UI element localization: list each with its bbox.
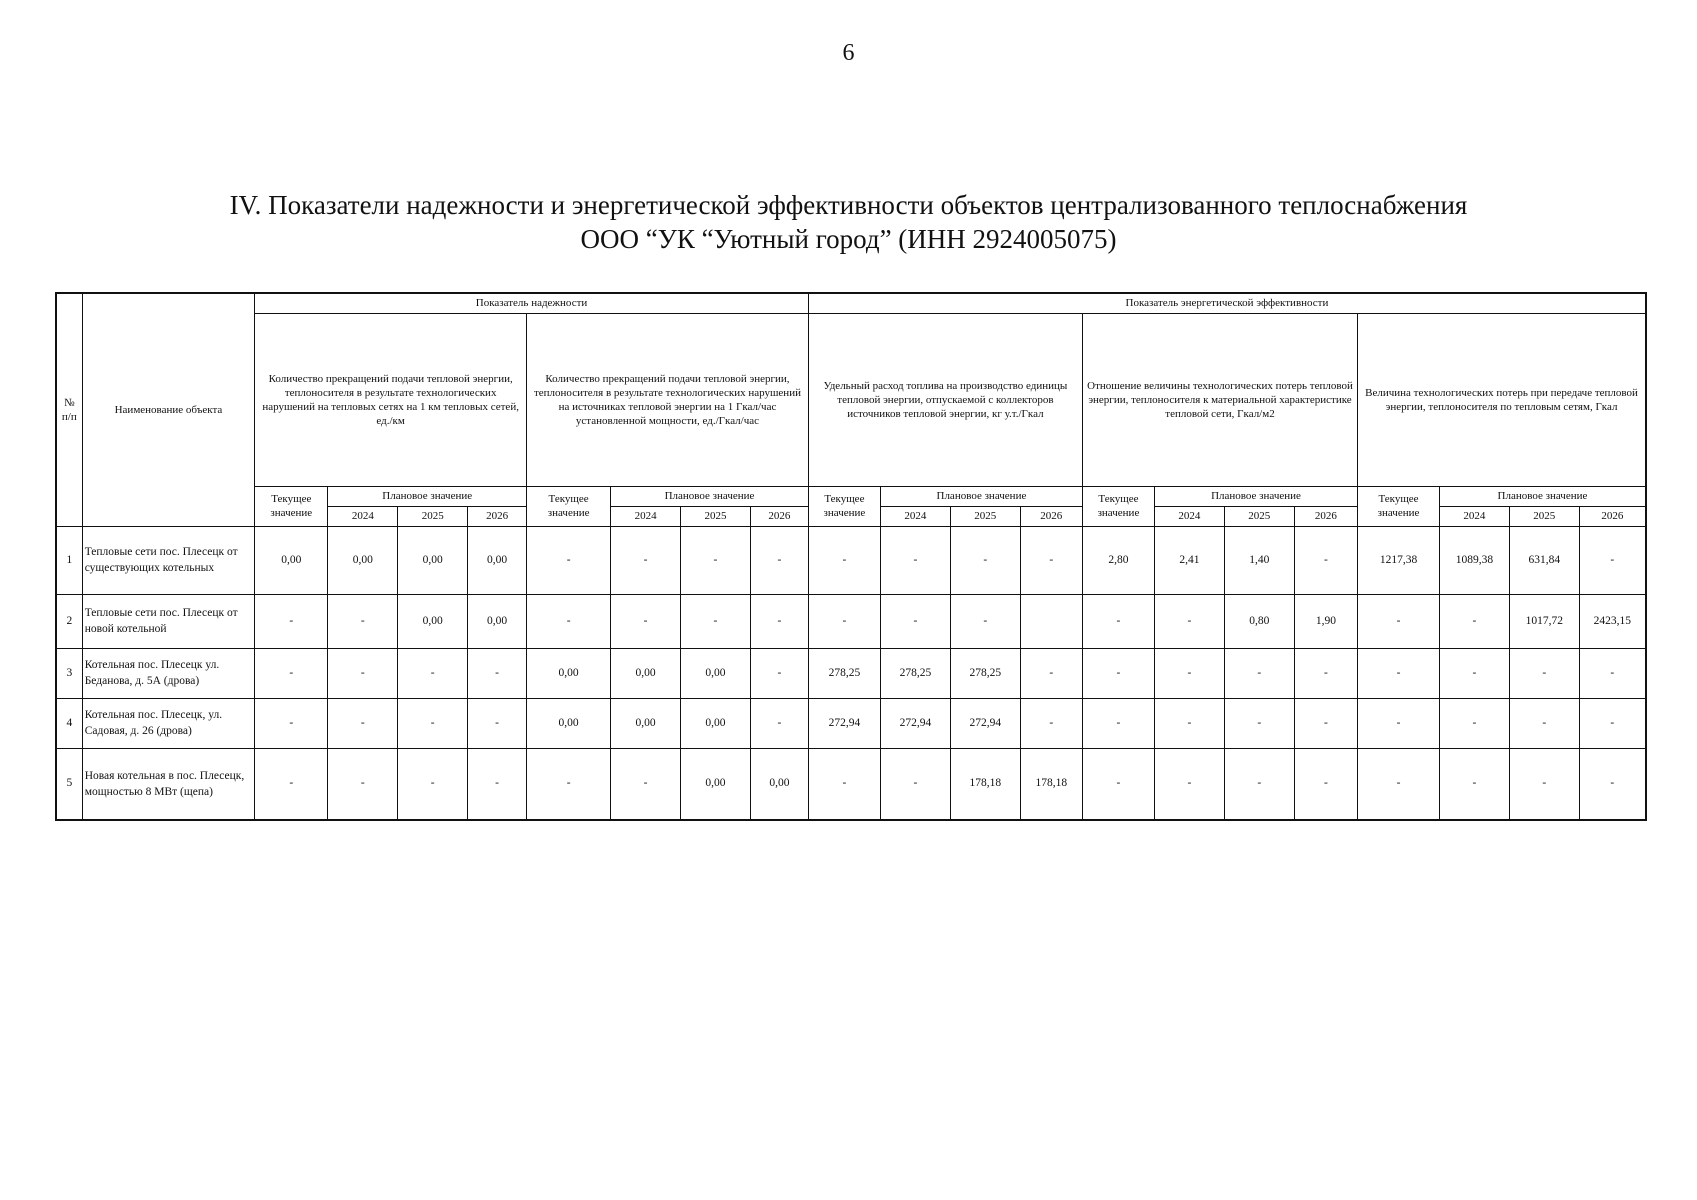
value-cell: - [468,698,527,748]
value-cell: - [1579,648,1646,698]
value-cell: - [1294,648,1357,698]
value-cell: - [681,526,751,594]
year-header: 2025 [681,506,751,526]
year-header: 2026 [1294,506,1357,526]
value-cell: - [398,698,468,748]
year-header: 2024 [611,506,681,526]
planned-value-header: Плановое значение [611,486,809,506]
indicator-header: Удельный расход топлива на производство единицы тепловой энергии, отпускаемой с коллекторов источников тепловой энергии, кг у.т./Гкал [808,313,1082,486]
value-cell: 0,00 [611,698,681,748]
value-cell: - [1579,698,1646,748]
year-header: 2025 [398,506,468,526]
group-header-reliability: Показатель надежности [255,293,809,313]
value-cell: - [750,594,808,648]
value-cell: 278,25 [880,648,950,698]
value-cell: - [1294,526,1357,594]
year-header: 2026 [1020,506,1082,526]
value-cell: 1,40 [1224,526,1294,594]
object-name: Тепловые сети пос. Плесецк от новой котельной [82,594,255,648]
value-cell: - [750,648,808,698]
row-number: 2 [56,594,82,648]
value-cell: 0,00 [328,526,398,594]
current-value-header: Текущее значение [1358,486,1440,526]
value-cell: - [1020,698,1082,748]
value-cell: - [1154,698,1224,748]
year-header: 2025 [1509,506,1579,526]
value-cell: - [255,594,328,648]
value-cell [1020,594,1082,648]
value-cell: 1017,72 [1509,594,1579,648]
planned-value-header: Плановое значение [1154,486,1357,506]
value-cell: - [398,748,468,820]
year-header: 2026 [1579,506,1646,526]
value-cell: - [1579,526,1646,594]
value-cell: - [328,648,398,698]
value-cell: - [1439,648,1509,698]
value-cell: - [255,748,328,820]
value-cell: - [468,648,527,698]
value-cell: - [1020,648,1082,698]
value-cell: 0,80 [1224,594,1294,648]
value-cell: - [1358,698,1440,748]
value-cell: - [1358,748,1440,820]
value-cell: - [880,594,950,648]
row-number: 4 [56,698,82,748]
indicator-header: Количество прекращений подачи тепловой энергии, теплоносителя в результате технологических нарушений на тепловых сетях на 1 км тепловых сетей, ед./км [255,313,527,486]
value-cell: - [1579,748,1646,820]
value-cell: - [328,748,398,820]
value-cell: - [1154,648,1224,698]
table-row [56,594,1646,648]
value-cell: - [880,526,950,594]
object-name: Котельная пос. Плесецк, ул. Садовая, д. 26 (дрова) [82,698,255,748]
value-cell: - [1224,748,1294,820]
year-header: 2026 [468,506,527,526]
value-cell: 0,00 [681,748,751,820]
value-cell: 278,25 [808,648,880,698]
current-value-header: Текущее значение [527,486,611,526]
object-name: Новая котельная в пос. Плесецк, мощностью 8 МВт (щепа) [82,748,255,820]
value-cell: 2423,15 [1579,594,1646,648]
indicator-header: Величина технологических потерь при передаче тепловой энергии, теплоносителя по тепловым сетям, Гкал [1358,313,1646,486]
value-cell: - [527,748,611,820]
table-row [56,526,1646,594]
year-header: 2024 [328,506,398,526]
value-cell: - [468,748,527,820]
value-cell: - [1509,648,1579,698]
value-cell: - [1082,594,1154,648]
year-header: 2025 [1224,506,1294,526]
value-cell: 272,94 [808,698,880,748]
value-cell: 0,00 [468,526,527,594]
table-row [56,748,1646,820]
planned-value-header: Плановое значение [328,486,527,506]
value-cell: 278,25 [950,648,1020,698]
value-cell: 178,18 [950,748,1020,820]
value-cell: - [527,526,611,594]
value-cell: - [611,526,681,594]
value-cell: 631,84 [1509,526,1579,594]
row-number: 3 [56,648,82,698]
value-cell: - [1154,748,1224,820]
group-header-efficiency: Показатель энергетической эффективности [808,293,1646,313]
value-cell: 1089,38 [1439,526,1509,594]
value-cell: 0,00 [255,526,328,594]
planned-value-header: Плановое значение [1439,486,1646,506]
value-cell: 0,00 [750,748,808,820]
value-cell: - [527,594,611,648]
value-cell: 272,94 [950,698,1020,748]
title-line-1: IV. Показатели надежности и энергетической эффективности объектов централизованного теплоснабжения [229,190,1468,220]
value-cell: - [750,526,808,594]
document-title [0,188,1697,256]
value-cell: - [1439,748,1509,820]
header-number: № п/п [56,293,82,526]
value-cell: - [255,698,328,748]
value-cell: - [1224,648,1294,698]
header-object-name: Наименование объекта [82,293,255,526]
value-cell: 178,18 [1020,748,1082,820]
value-cell: 1,90 [1294,594,1357,648]
value-cell: - [808,594,880,648]
value-cell: - [1082,698,1154,748]
object-name: Тепловые сети пос. Плесецк от существующих котельных [82,526,255,594]
value-cell: - [1082,748,1154,820]
value-cell: - [1294,748,1357,820]
value-cell: - [1082,648,1154,698]
value-cell: 0,00 [527,648,611,698]
value-cell: - [808,526,880,594]
value-cell: 272,94 [880,698,950,748]
value-cell: - [611,748,681,820]
planned-value-header: Плановое значение [880,486,1082,506]
indicators-table [55,292,1647,821]
value-cell: 0,00 [681,648,751,698]
value-cell: - [1294,698,1357,748]
value-cell: - [750,698,808,748]
value-cell: 0,00 [398,526,468,594]
value-cell: - [1439,698,1509,748]
year-header: 2024 [880,506,950,526]
row-number: 1 [56,526,82,594]
table-row [56,698,1646,748]
value-cell: 2,41 [1154,526,1224,594]
value-cell: - [1020,526,1082,594]
title-line-2: ООО “УК “Уютный город” (ИНН 2924005075) [580,224,1117,254]
table-body [56,526,1646,820]
row-number: 5 [56,748,82,820]
value-cell: - [1509,698,1579,748]
value-cell: - [1224,698,1294,748]
value-cell: - [1358,594,1440,648]
value-cell: - [255,648,328,698]
value-cell: - [880,748,950,820]
value-cell: 2,80 [1082,526,1154,594]
current-value-header: Текущее значение [808,486,880,526]
value-cell: 0,00 [468,594,527,648]
value-cell: - [950,526,1020,594]
page-number: 6 [842,40,855,66]
value-cell: 1217,38 [1358,526,1440,594]
value-cell: - [950,594,1020,648]
current-value-header: Текущее значение [1082,486,1154,526]
indicator-header: Количество прекращений подачи тепловой энергии, теплоносителя в результате технологических нарушений на источниках тепловой энергии на 1 Гкал/час установленной мощности, ед./Гкал/час [527,313,809,486]
year-header: 2025 [950,506,1020,526]
value-cell: - [681,594,751,648]
value-cell: - [1154,594,1224,648]
value-cell: 0,00 [527,698,611,748]
value-cell: - [328,698,398,748]
value-cell: - [808,748,880,820]
value-cell: - [1509,748,1579,820]
year-header: 2026 [750,506,808,526]
table-row [56,648,1646,698]
value-cell: 0,00 [681,698,751,748]
value-cell: - [611,594,681,648]
value-cell: - [1358,648,1440,698]
value-cell: - [328,594,398,648]
value-cell: - [1439,594,1509,648]
current-value-header: Текущее значение [255,486,328,526]
value-cell: 0,00 [611,648,681,698]
value-cell: - [398,648,468,698]
year-header: 2024 [1439,506,1509,526]
year-header: 2024 [1154,506,1224,526]
object-name: Котельная пос. Плесецк ул. Беданова, д. 5А (дрова) [82,648,255,698]
indicator-header: Отношение величины технологических потерь тепловой энергии, теплоносителя к материальной характеристике тепловой сети, Гкал/м2 [1082,313,1357,486]
value-cell: 0,00 [398,594,468,648]
